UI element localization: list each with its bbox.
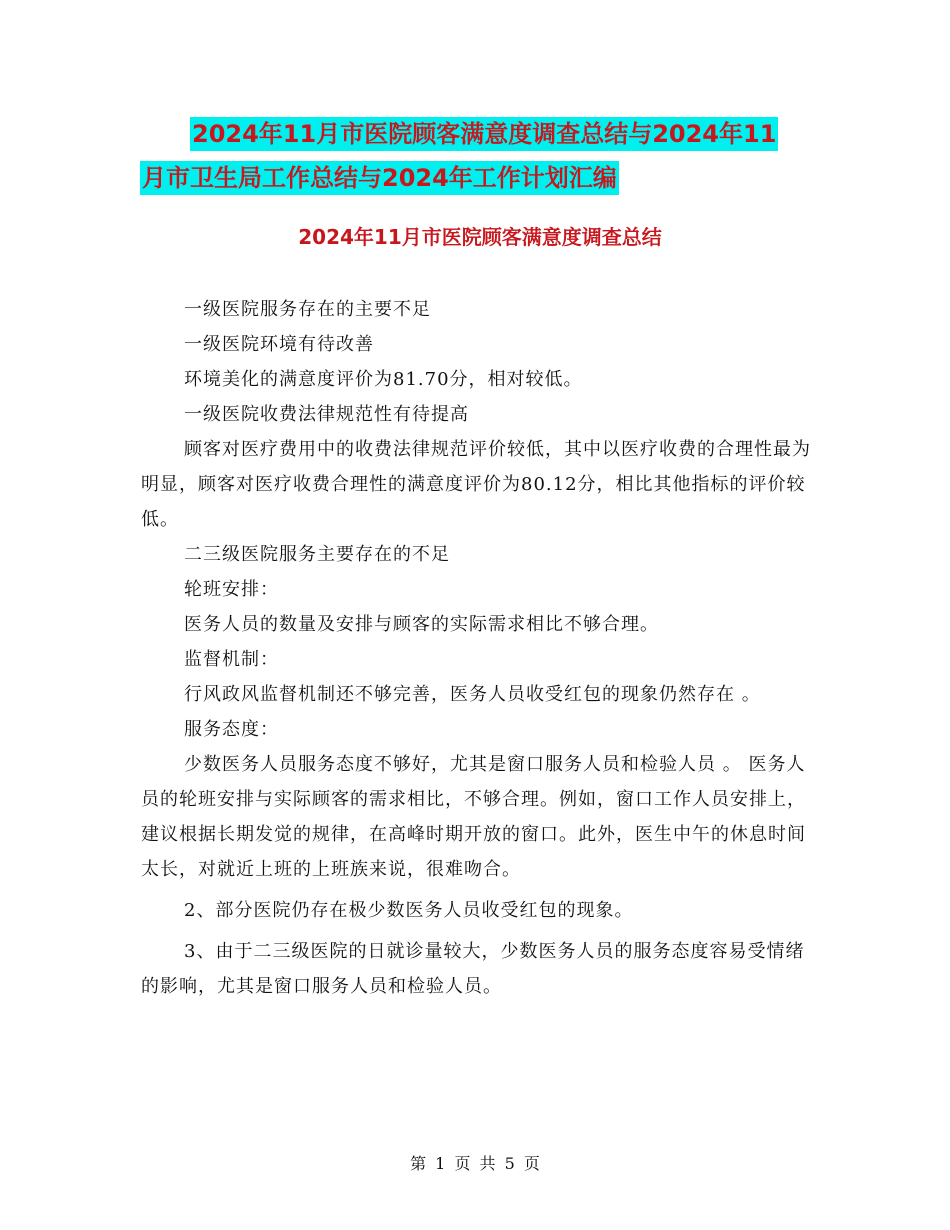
paragraph: 3、由于二三级医院的日就诊量较大，少数医务人员的服务态度容易受情绪的影响，尤其是窗口服务人员和检验人员。	[141, 941, 805, 997]
paragraph: 少数医务人员服务态度不够好，尤其是窗口服务人员和检验人员 。 医务人员的轮班安排与实际顾客的需求相比，不够合理。例如，窗口工作人员安排上，建议根据长期发觉的规律，在高峰时期开放的窗口。此外，医生中午的休息时间太长，对就近上班的上班族来说，很难吻合。	[141, 754, 806, 880]
paragraph: 二三级医院服务主要存在的不足	[184, 544, 450, 565]
paragraph: 一级医院环境有待改善	[184, 334, 374, 355]
paragraph: 服务态度：	[184, 719, 279, 740]
title-line-2: 月市卫生局工作总结与2024年工作计划汇编	[140, 161, 619, 195]
document-body	[141, 292, 811, 1004]
paragraph: 轮班安排：	[184, 579, 279, 600]
paragraph: 一级医院服务存在的主要不足	[184, 299, 431, 320]
paragraph: 顾客对医疗费用中的收费法律规范评价较低，其中以医疗收费的合理性最为明显，顾客对医疗收费合理性的满意度评价为80.12分，相比其他指标的评价较低。	[141, 439, 811, 530]
paragraph: 行风政风监督机制还不够完善，医务人员收受红包的现象仍然存在 。	[184, 684, 761, 705]
paragraph: 监督机制：	[184, 649, 279, 670]
paragraph: 2、部分医院仍存在极少数医务人员收受红包的现象。	[184, 900, 634, 921]
page-number: 第 1 页 共 5 页	[410, 1154, 540, 1173]
section-title: 2024年11月市医院顾客满意度调查总结	[298, 225, 662, 249]
title-line-1: 2024年11月市医院顾客满意度调查总结与2024年11	[190, 117, 778, 151]
paragraph: 医务人员的数量及安排与顾客的实际需求相比不够合理。	[184, 614, 659, 635]
paragraph: 一级医院收费法律规范性有待提高	[184, 404, 469, 425]
paragraph: 环境美化的满意度评价为81.70分，相对较低。	[184, 369, 583, 390]
document-title	[140, 112, 820, 200]
